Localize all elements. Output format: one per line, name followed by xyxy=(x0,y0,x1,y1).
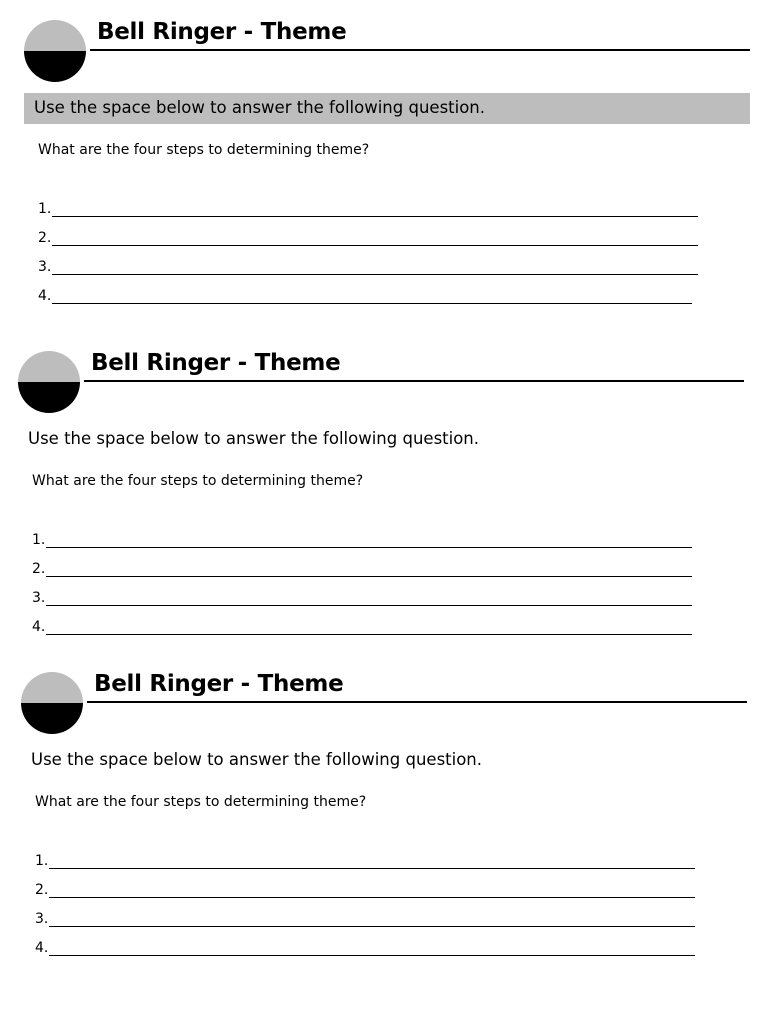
answer-line-1[interactable] xyxy=(38,188,698,217)
section-title: Bell Ringer - Theme xyxy=(97,19,347,45)
bell-ringer-section-1 xyxy=(22,18,762,338)
half-circle-icon xyxy=(21,672,83,734)
answer-number: 4. xyxy=(35,940,49,956)
answer-line-4[interactable] xyxy=(38,275,698,304)
instruction-banner: Use the space below to answer the following question. xyxy=(24,93,750,124)
answer-line-1[interactable] xyxy=(35,840,695,869)
answer-line-2[interactable] xyxy=(35,869,695,898)
answer-number: 2. xyxy=(35,882,49,898)
answer-number: 3. xyxy=(38,259,52,275)
answer-line-2[interactable] xyxy=(38,217,698,246)
answer-line-4[interactable] xyxy=(32,606,692,635)
answer-line-3[interactable] xyxy=(38,246,698,275)
question-text: What are the four steps to determining theme? xyxy=(38,142,370,158)
answer-number: 2. xyxy=(38,230,52,246)
answer-number: 2. xyxy=(32,561,46,577)
answer-list xyxy=(32,519,692,635)
title-underline xyxy=(90,49,750,51)
question-text: What are the four steps to determining theme? xyxy=(35,794,367,810)
answer-number: 1. xyxy=(32,532,46,548)
answer-number: 1. xyxy=(35,853,49,869)
answer-number: 4. xyxy=(38,288,52,304)
instruction-text: Use the space below to answer the following question. xyxy=(31,750,483,769)
answer-line-3[interactable] xyxy=(32,577,692,606)
half-circle-icon xyxy=(24,20,86,82)
title-underline xyxy=(84,380,744,382)
answer-list xyxy=(35,840,695,956)
title-underline xyxy=(87,701,747,703)
answer-line-2[interactable] xyxy=(32,548,692,577)
answer-number: 1. xyxy=(38,201,52,217)
answer-line-3[interactable] xyxy=(35,898,695,927)
answer-list xyxy=(38,188,698,304)
instruction-text: Use the space below to answer the following question. xyxy=(28,429,480,448)
answer-number: 3. xyxy=(32,590,46,606)
answer-line-4[interactable] xyxy=(35,927,695,956)
answer-line-1[interactable] xyxy=(32,519,692,548)
answer-number: 3. xyxy=(35,911,49,927)
answer-number: 4. xyxy=(32,619,46,635)
question-text: What are the four steps to determining theme? xyxy=(32,473,364,489)
section-title: Bell Ringer - Theme xyxy=(94,671,344,697)
half-circle-icon xyxy=(18,351,80,413)
bell-ringer-section-3 xyxy=(19,670,759,990)
section-title: Bell Ringer - Theme xyxy=(91,350,341,376)
bell-ringer-section-2 xyxy=(16,349,756,669)
